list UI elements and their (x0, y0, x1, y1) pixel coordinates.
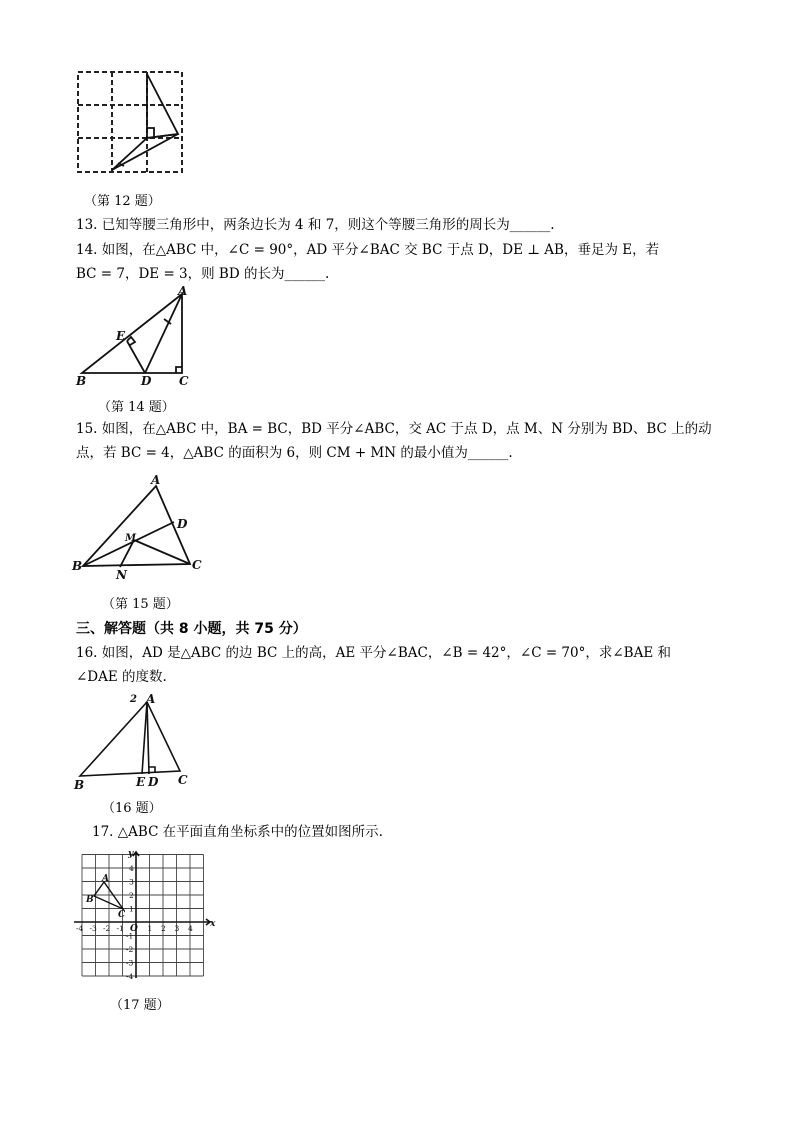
q15-label-b: B (72, 559, 83, 573)
q16-label-c: C (178, 773, 188, 787)
q15-label-a: A (151, 473, 161, 487)
q17-x-tick-label: 3 (174, 924, 180, 933)
q15-label-m: M (125, 533, 137, 544)
q14-label-d: D (141, 374, 152, 388)
q13-text: 13. 已知等腰三角形中，两条边长为 4 和 7，则这个等腰三角形的周长为______. (76, 217, 555, 233)
q17-text: 17. △ABC 在平面直角坐标系中的位置如图所示. (92, 824, 383, 840)
q16-triangle-diagram (70, 690, 200, 794)
q16-label-e: E (136, 775, 146, 789)
q14-line2: BC = 7，DE = 3，则 BD 的长为______. (76, 266, 330, 282)
q17-x-tick-label: -4 (76, 924, 84, 933)
q17-origin: O (130, 924, 138, 934)
q15-caption: （第 15 题） (102, 597, 179, 612)
q16-line2: ∠DAE 的度数. (76, 669, 167, 685)
q16-stray-mark: 2 (130, 694, 137, 705)
q15-label-d: D (177, 517, 188, 531)
q17-x-tick-label: 4 (188, 924, 193, 933)
q17-y-tick-label: -3 (126, 958, 134, 968)
q14-figure (72, 284, 202, 388)
q12-figure (72, 66, 190, 178)
q14-triangle-diagram (72, 284, 202, 388)
q17-y-tick-label: -1 (126, 931, 134, 941)
q17-label-b: B (86, 895, 94, 905)
q12-caption: （第 12 题） (84, 194, 161, 209)
q17-x-tick-label: -3 (89, 924, 97, 933)
q17-x-tick-label: -1 (116, 924, 124, 933)
q15-triangle-diagram (70, 470, 210, 582)
section3-title: 三、解答题（共 8 小题，共 75 分） (76, 621, 307, 637)
q15-label-n: N (116, 568, 127, 582)
q16-label-d: D (148, 775, 159, 789)
q17-x-tick-label: 1 (147, 924, 153, 933)
q14-label-a: A (178, 284, 188, 298)
q17-x-tick-label: 2 (161, 924, 166, 933)
q17-y-tick-label: -2 (126, 945, 134, 954)
q17-y-tick-label: 1 (129, 904, 134, 914)
q14-line1: 14. 如图，在△ABC 中，∠C = 90°，AD 平分∠BAC 交 BC 于点 D，DE ⊥ AB，垂足为 E，若 (76, 242, 660, 258)
q15-line2: 点，若 BC = 4，△ABC 的面积为 6，则 CM + MN 的最小值为______. (76, 445, 513, 461)
q17-y-tick-label: 4 (129, 864, 134, 873)
q16-label-a: A (146, 692, 156, 706)
q17-y-tick-label: -4 (126, 972, 134, 980)
q15-label-c: C (192, 558, 202, 572)
q14-label-c: C (179, 374, 189, 388)
q17-figure (70, 846, 220, 980)
q12-grid-diagram (72, 66, 190, 178)
q14-label-b: B (76, 374, 87, 388)
q16-label-b: B (74, 778, 85, 792)
q16-line1: 16. 如图，AD 是△ABC 的边 BC 上的高，AE 平分∠BAC，∠B = 42°，∠C = 70°，求∠BAE 和 (76, 645, 671, 661)
q17-x-tick-label: -2 (103, 924, 111, 933)
q17-y-tick-label: 3 (129, 877, 134, 887)
q17-y-tick-label: 2 (129, 891, 134, 900)
q15-line1: 15. 如图，在△ABC 中，BA = BC，BD 平分∠ABC，交 AC 于点 D，点 M、N 分别为 BD、BC 上的动 (76, 421, 712, 437)
q15-figure (70, 470, 210, 582)
q17-caption: （17 题） (110, 998, 170, 1013)
q17-triangle (94, 882, 123, 909)
q17-axis-x: x (210, 919, 216, 929)
q17-axis-y: y (128, 849, 134, 859)
q17-label-c: C (118, 910, 126, 920)
q14-caption: （第 14 题） (98, 400, 175, 415)
q17-label-a: A (102, 874, 109, 884)
q16-caption: （16 题） (102, 801, 162, 816)
q17-coordinate-grid (70, 846, 220, 980)
q16-figure (70, 690, 200, 794)
q14-label-e: E (116, 329, 126, 343)
